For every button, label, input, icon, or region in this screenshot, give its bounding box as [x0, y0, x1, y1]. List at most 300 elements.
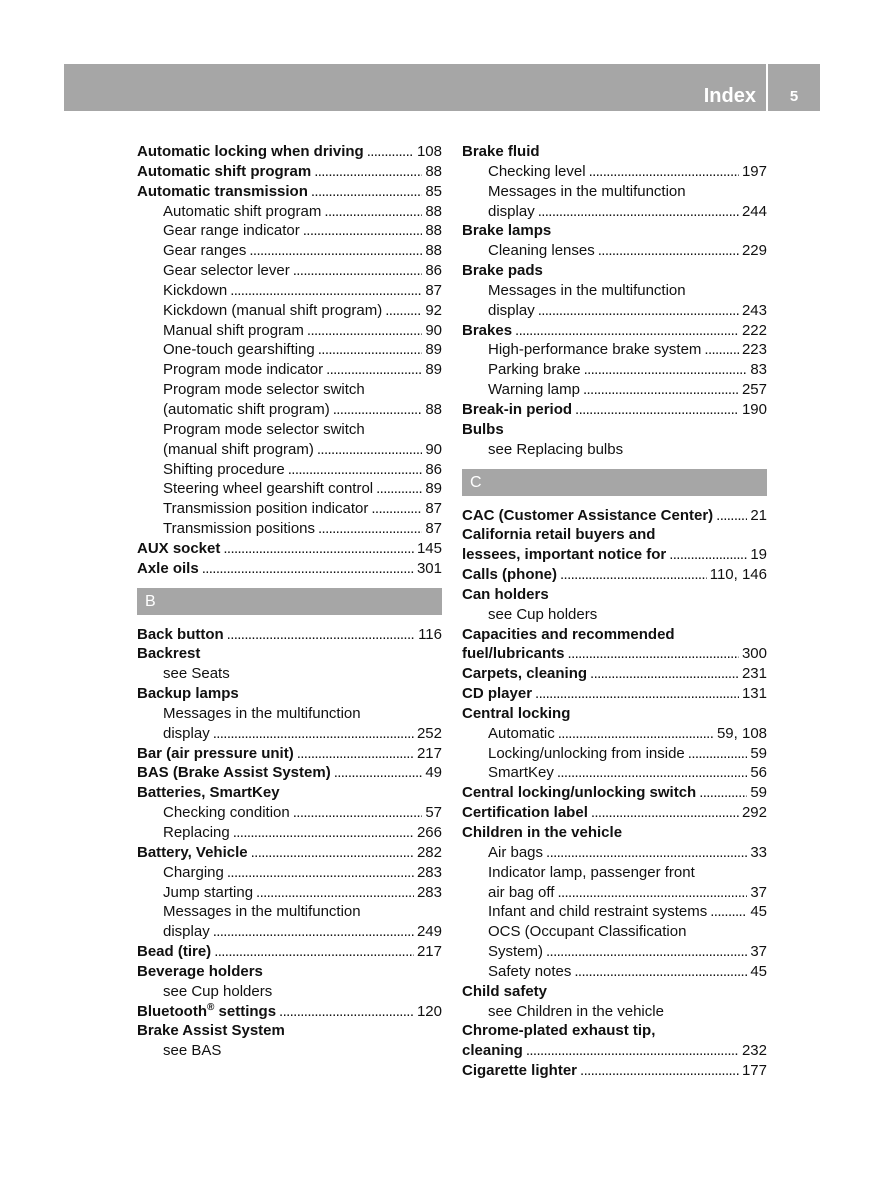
header-bar — [64, 64, 766, 111]
page-reference: 83 — [750, 361, 767, 379]
entry-label: Central locking/unlocking switch — [462, 784, 697, 802]
index-entry — [137, 460, 442, 480]
leader-dots — [297, 744, 414, 764]
entry-label: Brake Assist System — [137, 1022, 285, 1040]
entry-label: Transmission position indicator — [163, 500, 369, 518]
page-reference: 232 — [741, 1042, 767, 1060]
entry-label: Locking/unlocking from inside — [488, 744, 685, 762]
section-header-c — [462, 469, 767, 496]
index-entry — [137, 1041, 442, 1061]
entry-label: Messages in the multifunction — [488, 281, 686, 299]
leader-dots — [367, 142, 414, 162]
index-entry — [137, 400, 442, 420]
leader-dots — [249, 241, 422, 261]
page-reference: 110, 146 — [709, 566, 767, 584]
entry-label: see Cup holders — [163, 982, 273, 1000]
page-reference: 45 — [750, 962, 767, 980]
index-entry — [462, 380, 767, 400]
page-reference: 249 — [416, 923, 442, 941]
leader-dots — [583, 380, 739, 400]
index-entry — [462, 1041, 767, 1061]
leader-dots — [376, 479, 422, 499]
leader-dots — [589, 162, 739, 182]
leader-dots — [314, 162, 422, 182]
page-reference: 283 — [416, 883, 442, 901]
section-letter: B — [145, 592, 156, 610]
entry-label: Certification label — [462, 804, 588, 822]
leader-dots — [371, 499, 422, 519]
index-entry — [137, 1002, 442, 1022]
leader-dots — [538, 202, 739, 222]
entry-label: Children in the vehicle — [462, 824, 623, 841]
index-entry — [137, 843, 442, 863]
page-reference: 266 — [416, 824, 442, 841]
entry-label: Indicator lamp, passenger front — [488, 863, 695, 881]
entry-label: Program mode selector switch — [163, 381, 365, 399]
leader-dots — [311, 182, 422, 202]
entry-label: (automatic shift program) — [163, 400, 330, 418]
index-entry — [462, 883, 767, 903]
entry-list — [462, 506, 767, 1081]
leader-dots — [574, 962, 747, 982]
leader-dots — [227, 625, 415, 645]
entry-label: display — [488, 202, 535, 220]
entry-label: Backup lamps — [137, 685, 239, 703]
index-entry — [462, 221, 767, 241]
entry-label: Automatic locking when driving — [137, 143, 364, 160]
leader-dots — [334, 763, 423, 783]
index-entry — [137, 684, 442, 704]
leader-dots — [256, 883, 414, 903]
index-entry — [462, 704, 767, 724]
page-reference: 90 — [425, 321, 442, 339]
entry-label: CAC (Customer Assistance Center) — [462, 506, 714, 524]
index-entry — [137, 883, 442, 903]
index-entry — [462, 440, 767, 460]
index-entry — [137, 281, 442, 301]
entry-label: see BAS — [163, 1042, 222, 1060]
entry-label: Replacing — [163, 824, 230, 841]
index-entry — [137, 241, 442, 261]
page-reference: 244 — [741, 202, 767, 220]
entry-label: Steering wheel gearshift control — [163, 480, 374, 498]
leader-dots — [558, 724, 714, 744]
page-reference: 300 — [741, 645, 767, 663]
index-entry — [462, 783, 767, 803]
leader-dots — [560, 565, 707, 585]
index-entry — [462, 823, 767, 843]
leader-dots — [688, 744, 748, 764]
index-entry — [137, 479, 442, 499]
page-reference: 85 — [425, 182, 442, 200]
page-reference: 88 — [425, 202, 442, 220]
page-reference: 37 — [750, 943, 767, 961]
index-entry — [462, 142, 767, 162]
entry-list — [137, 142, 442, 579]
entry-label: Calls (phone) — [462, 566, 558, 584]
index-entry — [137, 539, 442, 559]
page-reference: 223 — [741, 341, 767, 359]
index-entry — [462, 241, 767, 261]
leader-dots — [546, 942, 747, 962]
entry-label: lessees, important notice for — [462, 546, 667, 564]
entry-label: Battery, Vehicle — [137, 843, 248, 861]
page-reference: 197 — [741, 162, 767, 180]
page-reference: 45 — [750, 903, 767, 921]
entry-label: One-touch gearshifting — [163, 341, 315, 359]
entry-label: Brake fluid — [462, 143, 540, 160]
index-entry — [137, 142, 442, 162]
registered-mark: ® — [206, 1001, 215, 1013]
entry-label: Program mode indicator — [163, 361, 324, 379]
index-entry — [137, 340, 442, 360]
index-entry — [462, 202, 767, 222]
index-entry — [462, 625, 767, 645]
leader-dots — [279, 1002, 414, 1022]
entry-label: Can holders — [462, 585, 549, 603]
index-entry — [462, 803, 767, 823]
leader-dots — [575, 400, 739, 420]
page-reference: 301 — [416, 559, 442, 577]
index-entry — [137, 644, 442, 664]
entry-list — [462, 142, 767, 460]
entry-label: Program mode selector switch — [163, 420, 365, 438]
index-entry — [462, 744, 767, 764]
index-entry — [137, 360, 442, 380]
entry-label: Manual shift program — [163, 321, 304, 339]
leader-dots — [710, 902, 747, 922]
page-reference: 88 — [425, 242, 442, 260]
entry-label: Axle oils — [137, 559, 199, 577]
entry-label: Central locking — [462, 704, 571, 722]
index-entry — [137, 440, 442, 460]
entry-label: cleaning — [462, 1042, 523, 1060]
page-number: 5 — [789, 88, 799, 105]
index-entry — [137, 625, 442, 645]
index-entry — [137, 182, 442, 202]
entry-label: Break-in period — [462, 400, 573, 418]
page-reference: 131 — [741, 685, 767, 703]
entry-label: fuel/lubricants — [462, 645, 565, 663]
entry-label: Infant and child restraint systems — [488, 903, 708, 921]
index-entry — [462, 420, 767, 440]
entry-label: Jump starting — [163, 883, 254, 901]
entry-label: Gear ranges — [163, 242, 247, 260]
page-reference: 89 — [425, 341, 442, 359]
entry-label: Kickdown (manual shift program) — [163, 301, 383, 319]
index-entry — [137, 420, 442, 440]
index-entry — [462, 605, 767, 625]
entry-label: Back button — [137, 625, 224, 643]
entry-label: (manual shift program) — [163, 440, 314, 458]
entry-label: Parking brake — [488, 361, 581, 379]
page-reference: 59, 108 — [716, 724, 767, 742]
page-reference: 88 — [425, 400, 442, 418]
leader-dots — [251, 843, 414, 863]
page-title: Index — [703, 85, 756, 107]
leader-dots — [213, 922, 414, 942]
leader-dots — [223, 539, 414, 559]
page-reference: 257 — [741, 381, 767, 399]
index-entry — [137, 704, 442, 724]
page-reference: 120 — [416, 1002, 442, 1020]
entry-label: California retail buyers and — [462, 526, 656, 544]
index-entry — [137, 744, 442, 764]
leader-dots — [590, 664, 739, 684]
entry-label: Chrome-plated exhaust tip, — [462, 1022, 656, 1040]
index-entry — [137, 380, 442, 400]
index-entry — [462, 281, 767, 301]
index-column-right — [462, 142, 767, 1081]
entry-label: Brake lamps — [462, 222, 552, 240]
page-reference: 86 — [425, 460, 442, 478]
leader-dots — [293, 803, 423, 823]
leader-dots — [580, 1061, 739, 1081]
entry-label: Automatic transmission — [137, 182, 308, 200]
entry-label: Backrest — [137, 645, 201, 663]
index-entry — [462, 525, 767, 545]
index-entry — [137, 902, 442, 922]
index-entry — [462, 1021, 767, 1041]
index-entry — [137, 519, 442, 539]
index-entry — [462, 644, 767, 664]
page-reference: 217 — [416, 744, 442, 762]
leader-dots — [598, 241, 739, 261]
leader-dots — [227, 863, 414, 883]
entry-label: Warning lamp — [488, 381, 580, 399]
index-entry — [462, 664, 767, 684]
index-entry — [462, 942, 767, 962]
index-entry — [462, 182, 767, 202]
index-entry — [462, 684, 767, 704]
entry-label: display — [163, 724, 210, 742]
entry-label: System) — [488, 943, 544, 961]
leader-dots — [591, 803, 739, 823]
entry-label: Safety notes — [488, 962, 572, 980]
index-entry — [137, 803, 442, 823]
page-reference: 37 — [750, 883, 767, 901]
page-reference: 33 — [750, 843, 767, 861]
entry-label: see Replacing bulbs — [488, 440, 624, 458]
index-entry — [462, 982, 767, 1002]
page-reference: 89 — [425, 361, 442, 379]
entry-label: CD player — [462, 685, 533, 703]
page-reference: 57 — [425, 804, 442, 822]
index-entry — [462, 360, 767, 380]
leader-dots — [233, 823, 414, 843]
entry-label: air bag off — [488, 883, 555, 901]
index-entry — [462, 565, 767, 585]
leader-dots — [557, 883, 747, 903]
entry-label: OCS (Occupant Classification — [488, 923, 687, 941]
leader-dots — [303, 221, 423, 241]
entry-label: Gear range indicator — [163, 222, 300, 240]
page-reference: 190 — [741, 400, 767, 418]
page-reference: 87 — [425, 500, 442, 518]
index-entry — [462, 962, 767, 982]
index-entry — [462, 902, 767, 922]
page-reference: 108 — [416, 143, 442, 160]
page-reference: 59 — [750, 784, 767, 802]
entry-label: BAS (Brake Assist System) — [137, 764, 331, 782]
index-entry — [137, 321, 442, 341]
leader-dots — [535, 684, 739, 704]
page-reference: 243 — [741, 301, 767, 319]
entry-label: Checking condition — [163, 804, 290, 822]
page-reference: 88 — [425, 222, 442, 240]
entry-label: Automatic — [488, 724, 555, 742]
page-reference: 222 — [741, 321, 767, 339]
entry-label: Brake pads — [462, 262, 543, 280]
leader-dots — [538, 301, 739, 321]
page-reference: 217 — [416, 943, 442, 961]
page-reference: 92 — [425, 301, 442, 319]
index-entry — [462, 1061, 767, 1081]
page-reference: 49 — [425, 764, 442, 782]
leader-dots — [318, 340, 423, 360]
leader-dots — [333, 400, 423, 420]
index-entry — [137, 664, 442, 684]
entry-label: Air bags — [488, 843, 544, 861]
leader-dots — [214, 942, 414, 962]
entry-label: High-performance brake system — [488, 341, 702, 359]
entry-label: Automatic shift program — [163, 202, 322, 220]
page-number-tab — [768, 64, 820, 111]
entry-list — [137, 625, 442, 1062]
leader-dots — [326, 360, 422, 380]
page-reference: 229 — [741, 242, 767, 260]
index-entry — [137, 962, 442, 982]
leader-dots — [526, 1041, 739, 1061]
entry-label: Child safety — [462, 982, 548, 1000]
index-entry — [137, 221, 442, 241]
entry-label: see Seats — [163, 665, 230, 683]
page-reference: 86 — [425, 262, 442, 280]
section-letter: C — [470, 473, 482, 491]
index-entry — [462, 506, 767, 526]
index-entry — [137, 863, 442, 883]
leader-dots — [546, 843, 747, 863]
index-entry — [137, 922, 442, 942]
page-reference: 145 — [416, 539, 442, 557]
page-reference: 87 — [425, 520, 442, 538]
entry-label: Capacities and recommended — [462, 625, 675, 643]
page-reference: 19 — [750, 546, 767, 564]
index-entry — [462, 724, 767, 744]
index-entry — [462, 162, 767, 182]
page-reference: 56 — [750, 764, 767, 782]
page-reference: 21 — [750, 506, 767, 524]
entry-label: Bar (air pressure unit) — [137, 744, 294, 762]
leader-dots — [213, 724, 414, 744]
leader-dots — [669, 545, 747, 565]
entry-label: Cigarette lighter — [462, 1062, 578, 1080]
index-entry — [462, 340, 767, 360]
entry-label: Bead (tire) — [137, 943, 212, 961]
leader-dots — [324, 202, 422, 222]
index-entry — [462, 585, 767, 605]
leader-dots — [557, 763, 747, 783]
entry-label: Messages in the multifunction — [163, 903, 361, 921]
leader-dots — [385, 301, 422, 321]
entry-label: see Children in the vehicle — [488, 1002, 664, 1020]
index-entry — [462, 763, 767, 783]
leader-dots — [307, 321, 422, 341]
index-column-left — [137, 142, 442, 1061]
index-entry — [462, 863, 767, 883]
index-entry — [137, 763, 442, 783]
index-entry — [462, 545, 767, 565]
index-entry — [462, 321, 767, 341]
index-entry — [137, 202, 442, 222]
leader-dots — [515, 321, 739, 341]
entry-label: Automatic shift program — [137, 162, 312, 180]
entry-label: Beverage holders — [137, 962, 263, 980]
leader-dots — [699, 783, 747, 803]
entry-label: Kickdown — [163, 281, 228, 299]
index-entry — [137, 162, 442, 182]
index-entry — [462, 261, 767, 281]
index-entry — [462, 843, 767, 863]
page-reference: 282 — [416, 843, 442, 861]
entry-label: Shifting procedure — [163, 460, 285, 478]
leader-dots — [293, 261, 423, 281]
index-entry — [462, 922, 767, 942]
entry-label: Messages in the multifunction — [163, 704, 361, 722]
page-reference: 116 — [418, 625, 442, 643]
entry-label: Bulbs — [462, 420, 504, 438]
index-entry — [137, 261, 442, 281]
entry-label: Cleaning lenses — [488, 242, 595, 260]
leader-dots — [704, 340, 739, 360]
entry-label: Messages in the multifunction — [488, 182, 686, 200]
index-entry — [137, 1021, 442, 1041]
entry-label: SmartKey — [488, 764, 554, 782]
page-reference: 292 — [741, 804, 767, 822]
index-entry — [137, 559, 442, 579]
index-entry — [137, 982, 442, 1002]
entry-label: display — [163, 923, 210, 941]
leader-dots — [318, 519, 422, 539]
leader-dots — [584, 360, 748, 380]
section-header-b — [137, 588, 442, 615]
entry-label: Carpets, cleaning — [462, 665, 588, 683]
index-entry — [462, 1002, 767, 1022]
entry-label: Charging — [163, 863, 224, 881]
page-reference: 90 — [425, 440, 442, 458]
index-entry — [137, 823, 442, 843]
entry-label: Checking level — [488, 162, 586, 180]
index-entry — [137, 499, 442, 519]
index-entry — [462, 400, 767, 420]
leader-dots — [317, 440, 422, 460]
entry-label: AUX socket — [137, 539, 221, 557]
entry-label: Brakes — [462, 321, 513, 339]
entry-label: Batteries, SmartKey — [137, 784, 280, 802]
page-reference: 59 — [750, 744, 767, 762]
index-entry — [137, 724, 442, 744]
page-reference: 177 — [741, 1062, 767, 1080]
leader-dots — [568, 644, 739, 664]
leader-dots — [288, 460, 423, 480]
page-reference: 231 — [741, 665, 767, 683]
page-reference: 88 — [425, 162, 442, 180]
leader-dots — [716, 506, 747, 526]
entry-label: Gear selector lever — [163, 262, 290, 280]
leader-dots — [202, 559, 414, 579]
page-reference: 89 — [425, 480, 442, 498]
index-entry — [462, 301, 767, 321]
